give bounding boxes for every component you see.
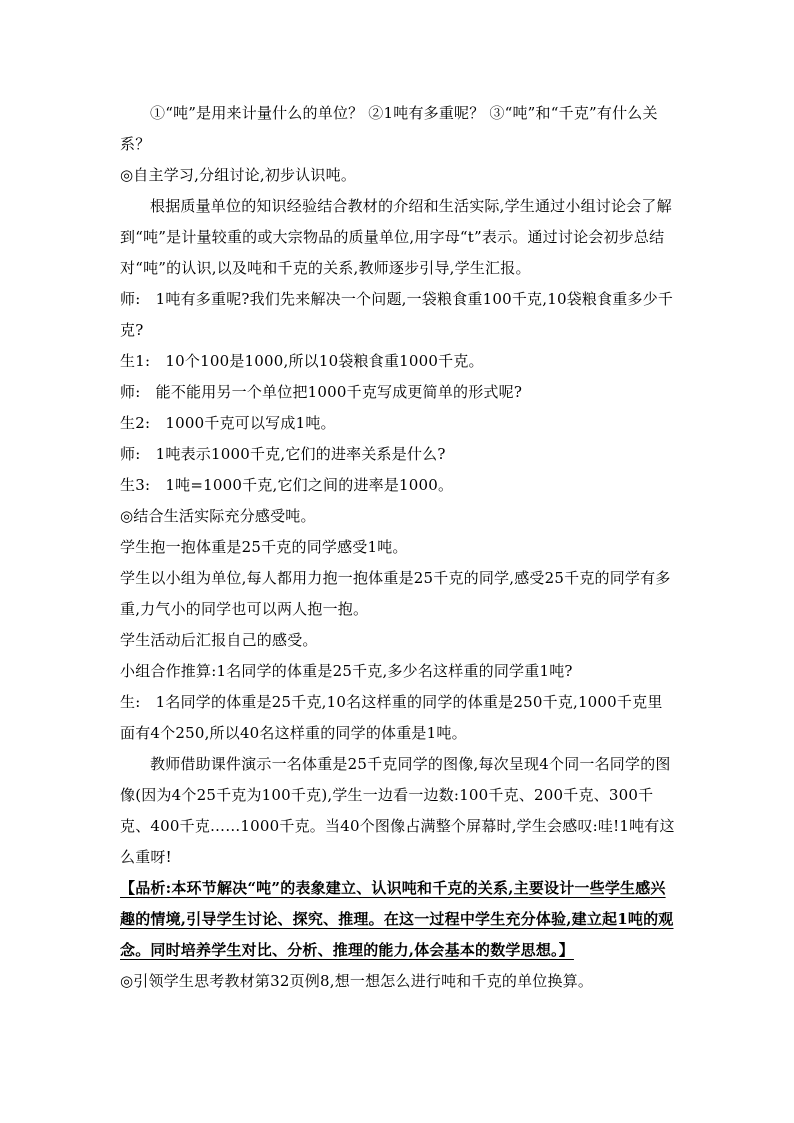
dialogue-student-4: 生: 1名同学的体重是25千克,10名这样重的同学的体重是250千克,1000千克里面有4个250,所以40名这样重的同学的体重是1吨。: [120, 693, 663, 742]
section-heading-real-life: ◎结合生活实际充分感受吨。: [120, 507, 316, 525]
analysis-note: 【品析:本环节解决“吨”的表象建立、认识吨和千克的关系,主要设计一些学生感兴趣的情境,引导学生讨论、探究、推理。在这一过程中学生充分体验,建立起1吨的观念。同时培养学生对比、分析、推理的能力,体会基本的数学思想。】: [120, 879, 674, 959]
paragraph-activity-1: 学生抱一抱体重是25千克的同学感受1吨。: [120, 538, 408, 556]
paragraph-activity-3: 学生活动后汇报自己的感受。: [120, 631, 318, 649]
dialogue-teacher-3: 师: 1吨表示1000千克,它们的进率关系是什么?: [120, 445, 446, 463]
dialogue-student-2: 生2: 1000千克可以写成1吨。: [120, 414, 336, 432]
dialogue-teacher-2: 师: 能不能用另一个单位把1000千克写成更简单的形式呢?: [120, 383, 523, 401]
paragraph-group-reasoning: 小组合作推算:1名同学的体重是25千克,多少名这样重的同学重1吨?: [120, 662, 573, 680]
guiding-questions: ①“吨”是用来计量什么的单位？ ②1吨有多重呢？ ③“吨”和“千克”有什么关系？: [120, 104, 658, 153]
dialogue-teacher-1: 师: 1吨有多重呢?我们先来解决一个问题,一袋粮食重100千克,10袋粮食重多少千克?: [120, 290, 674, 339]
paragraph-activity-2: 学生以小组为单位,每人都用力抱一抱体重是25千克的同学,感受25千克的同学有多重,力气小的同学也可以两人抱一抱。: [120, 569, 671, 618]
document-body: [120, 98, 676, 997]
paragraph-courseware-demo: 教师借助课件演示一名体重是25千克同学的图像,每次呈现4个同一名同学的图像(因为4个25千克为100千克),学生一边看一边数:100千克、200千克、300千克、400千克……1000千克。当40个图像占满整个屏幕时,学生会感叹:哇!1吨有这么重呀!: [120, 755, 675, 866]
section-heading-self-study: ◎自主学习,分组讨论,初步认识吨。: [120, 166, 357, 184]
section-heading-textbook: ◎引领学生思考教材第32页例8,想一想怎么进行吨和千克的单位换算。: [120, 972, 594, 990]
dialogue-student-3: 生3: 1吨=1000千克,它们之间的进率是1000。: [120, 476, 454, 494]
dialogue-student-1: 生1: 10个100是1000,所以10袋粮食重1000千克。: [120, 352, 484, 370]
paragraph-discussion: 根据质量单位的知识经验结合教材的介绍和生活实际,学生通过小组讨论会了解到“吨”是计量较重的或大宗物品的质量单位,用字母“t”表示。通过讨论会初步总结对“吨”的认识,以及吨和千克的关系,教师逐步引导,学生汇报。: [120, 197, 672, 277]
